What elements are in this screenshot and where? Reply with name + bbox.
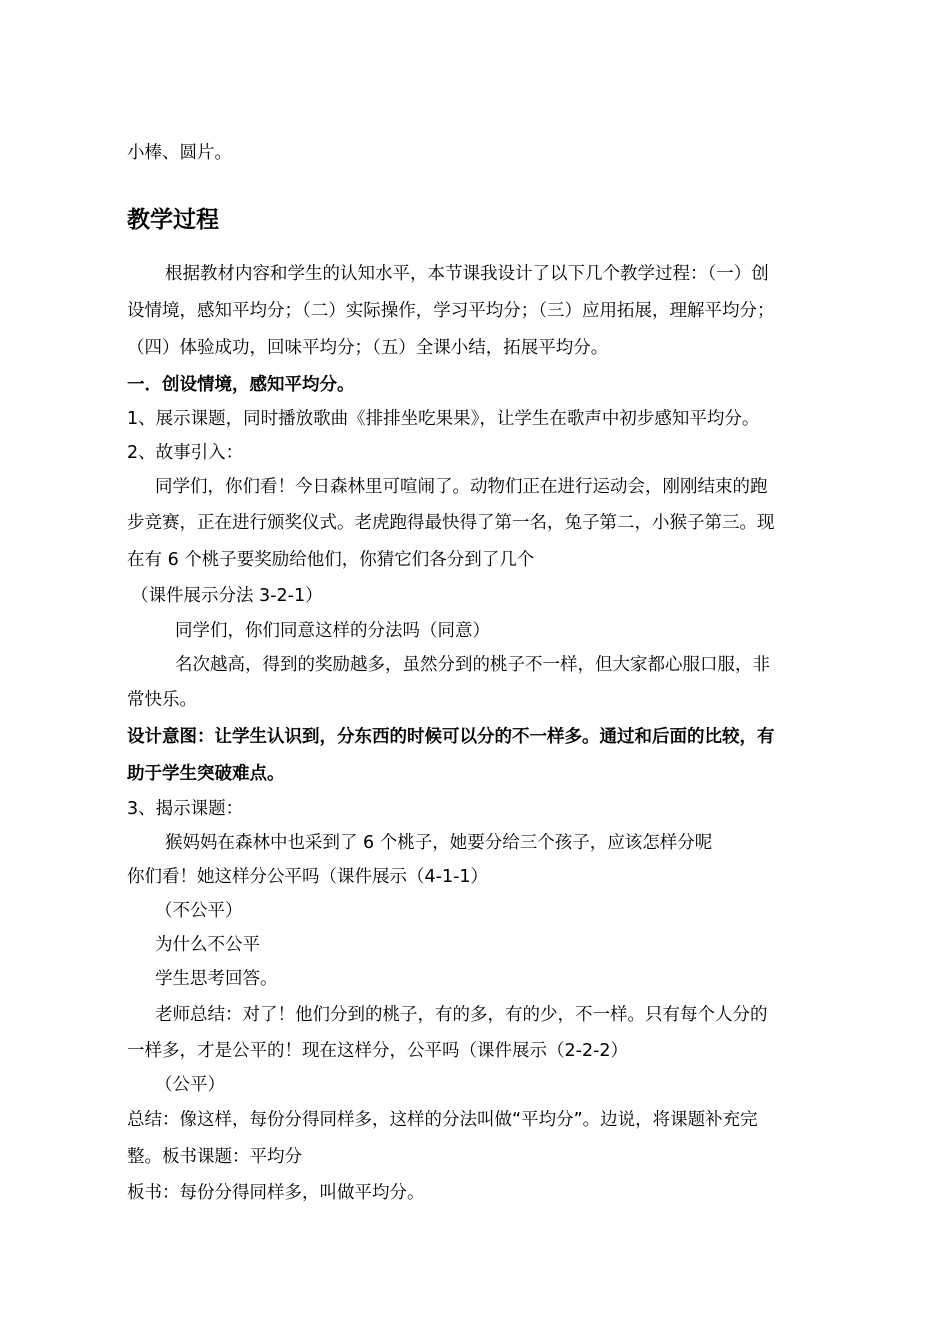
story-line-2: 步竞赛，正在进行颁奖仪式。老虎跑得最快得了第一名，兔子第二，小猴子第三。现 (127, 513, 775, 533)
story-line-1: 同学们，你们看！今日森林里可喧闹了。动物们正在进行运动会，刚刚结束的跑 (155, 477, 768, 497)
conclusion-line-1: 总结：像这样，每份分得同样多，这样的分法叫做“平均分”。边说，将课题补充完 (127, 1110, 758, 1130)
step-1-line: 1、展示课题，同时播放歌曲《排排坐吃果果》，让学生在歌声中初步感知平均分。 (127, 409, 760, 429)
design-intent-line-1: 设计意图：让学生认识到，分东西的时候可以分的不一样多。通过和后面的比较，有 (127, 727, 775, 747)
explanation-line-2: 常快乐。 (127, 690, 197, 710)
courseware-note-1: （课件展示分法 3-2-1） (131, 586, 323, 606)
step-3-line: 3、揭示课题： (127, 799, 244, 819)
subsection-heading-1: 一．创设情境，感知平均分。 (127, 375, 355, 395)
section-heading: 教学过程 (127, 207, 219, 233)
teacher-summary-line-2: 一样多，才是公平的！现在这样分，公平吗（课件展示（2-2-2） (127, 1041, 629, 1061)
intro-paragraph-line-1: 根据教材内容和学生的认知水平，本节课我设计了以下几个教学过程：（一）创 (165, 264, 769, 284)
blackboard-line: 板书：每份分得同样多，叫做平均分。 (127, 1183, 425, 1203)
intro-paragraph-line-2: 设情境，感知平均分；（二）实际操作，学习平均分；（三）应用拓展，理解平均分； (127, 301, 775, 321)
students-think-line: 学生思考回答。 (155, 969, 278, 989)
explanation-line-1: 名次越高，得到的奖励越多，虽然分到的桃子不一样，但大家都心服口服，非 (175, 655, 770, 675)
conclusion-line-2: 整。板书课题：平均分 (127, 1147, 302, 1167)
story-line-3: 在有 6 个桃子要奖励给他们，你猜它们各分到了几个 (127, 550, 535, 570)
monkey-story-line: 猴妈妈在森林中也采到了 6 个桃子，她要分给三个孩子，应该怎样分呢 (165, 833, 713, 853)
why-unfair-line: 为什么不公平 (155, 935, 260, 955)
teacher-summary-line-1: 老师总结：对了！他们分到的桃子，有的多，有的少，不一样。只有每个人分的 (155, 1005, 768, 1025)
step-2-line: 2、故事引入： (127, 443, 244, 463)
materials-line: 小棒、圆片。 (127, 143, 232, 163)
fair-answer-line: （公平） (155, 1075, 225, 1095)
fair-question-line: 你们看！她这样分公平吗（课件展示（4-1-1） (127, 867, 489, 887)
question-line: 同学们，你们同意这样的分法吗（同意） (175, 621, 490, 641)
intro-paragraph-line-3: （四）体验成功，回味平均分；（五）全课小结，拓展平均分。 (127, 338, 609, 358)
design-intent-line-2: 助于学生突破难点。 (127, 764, 285, 784)
unfair-answer-line: （不公平） (155, 901, 243, 921)
